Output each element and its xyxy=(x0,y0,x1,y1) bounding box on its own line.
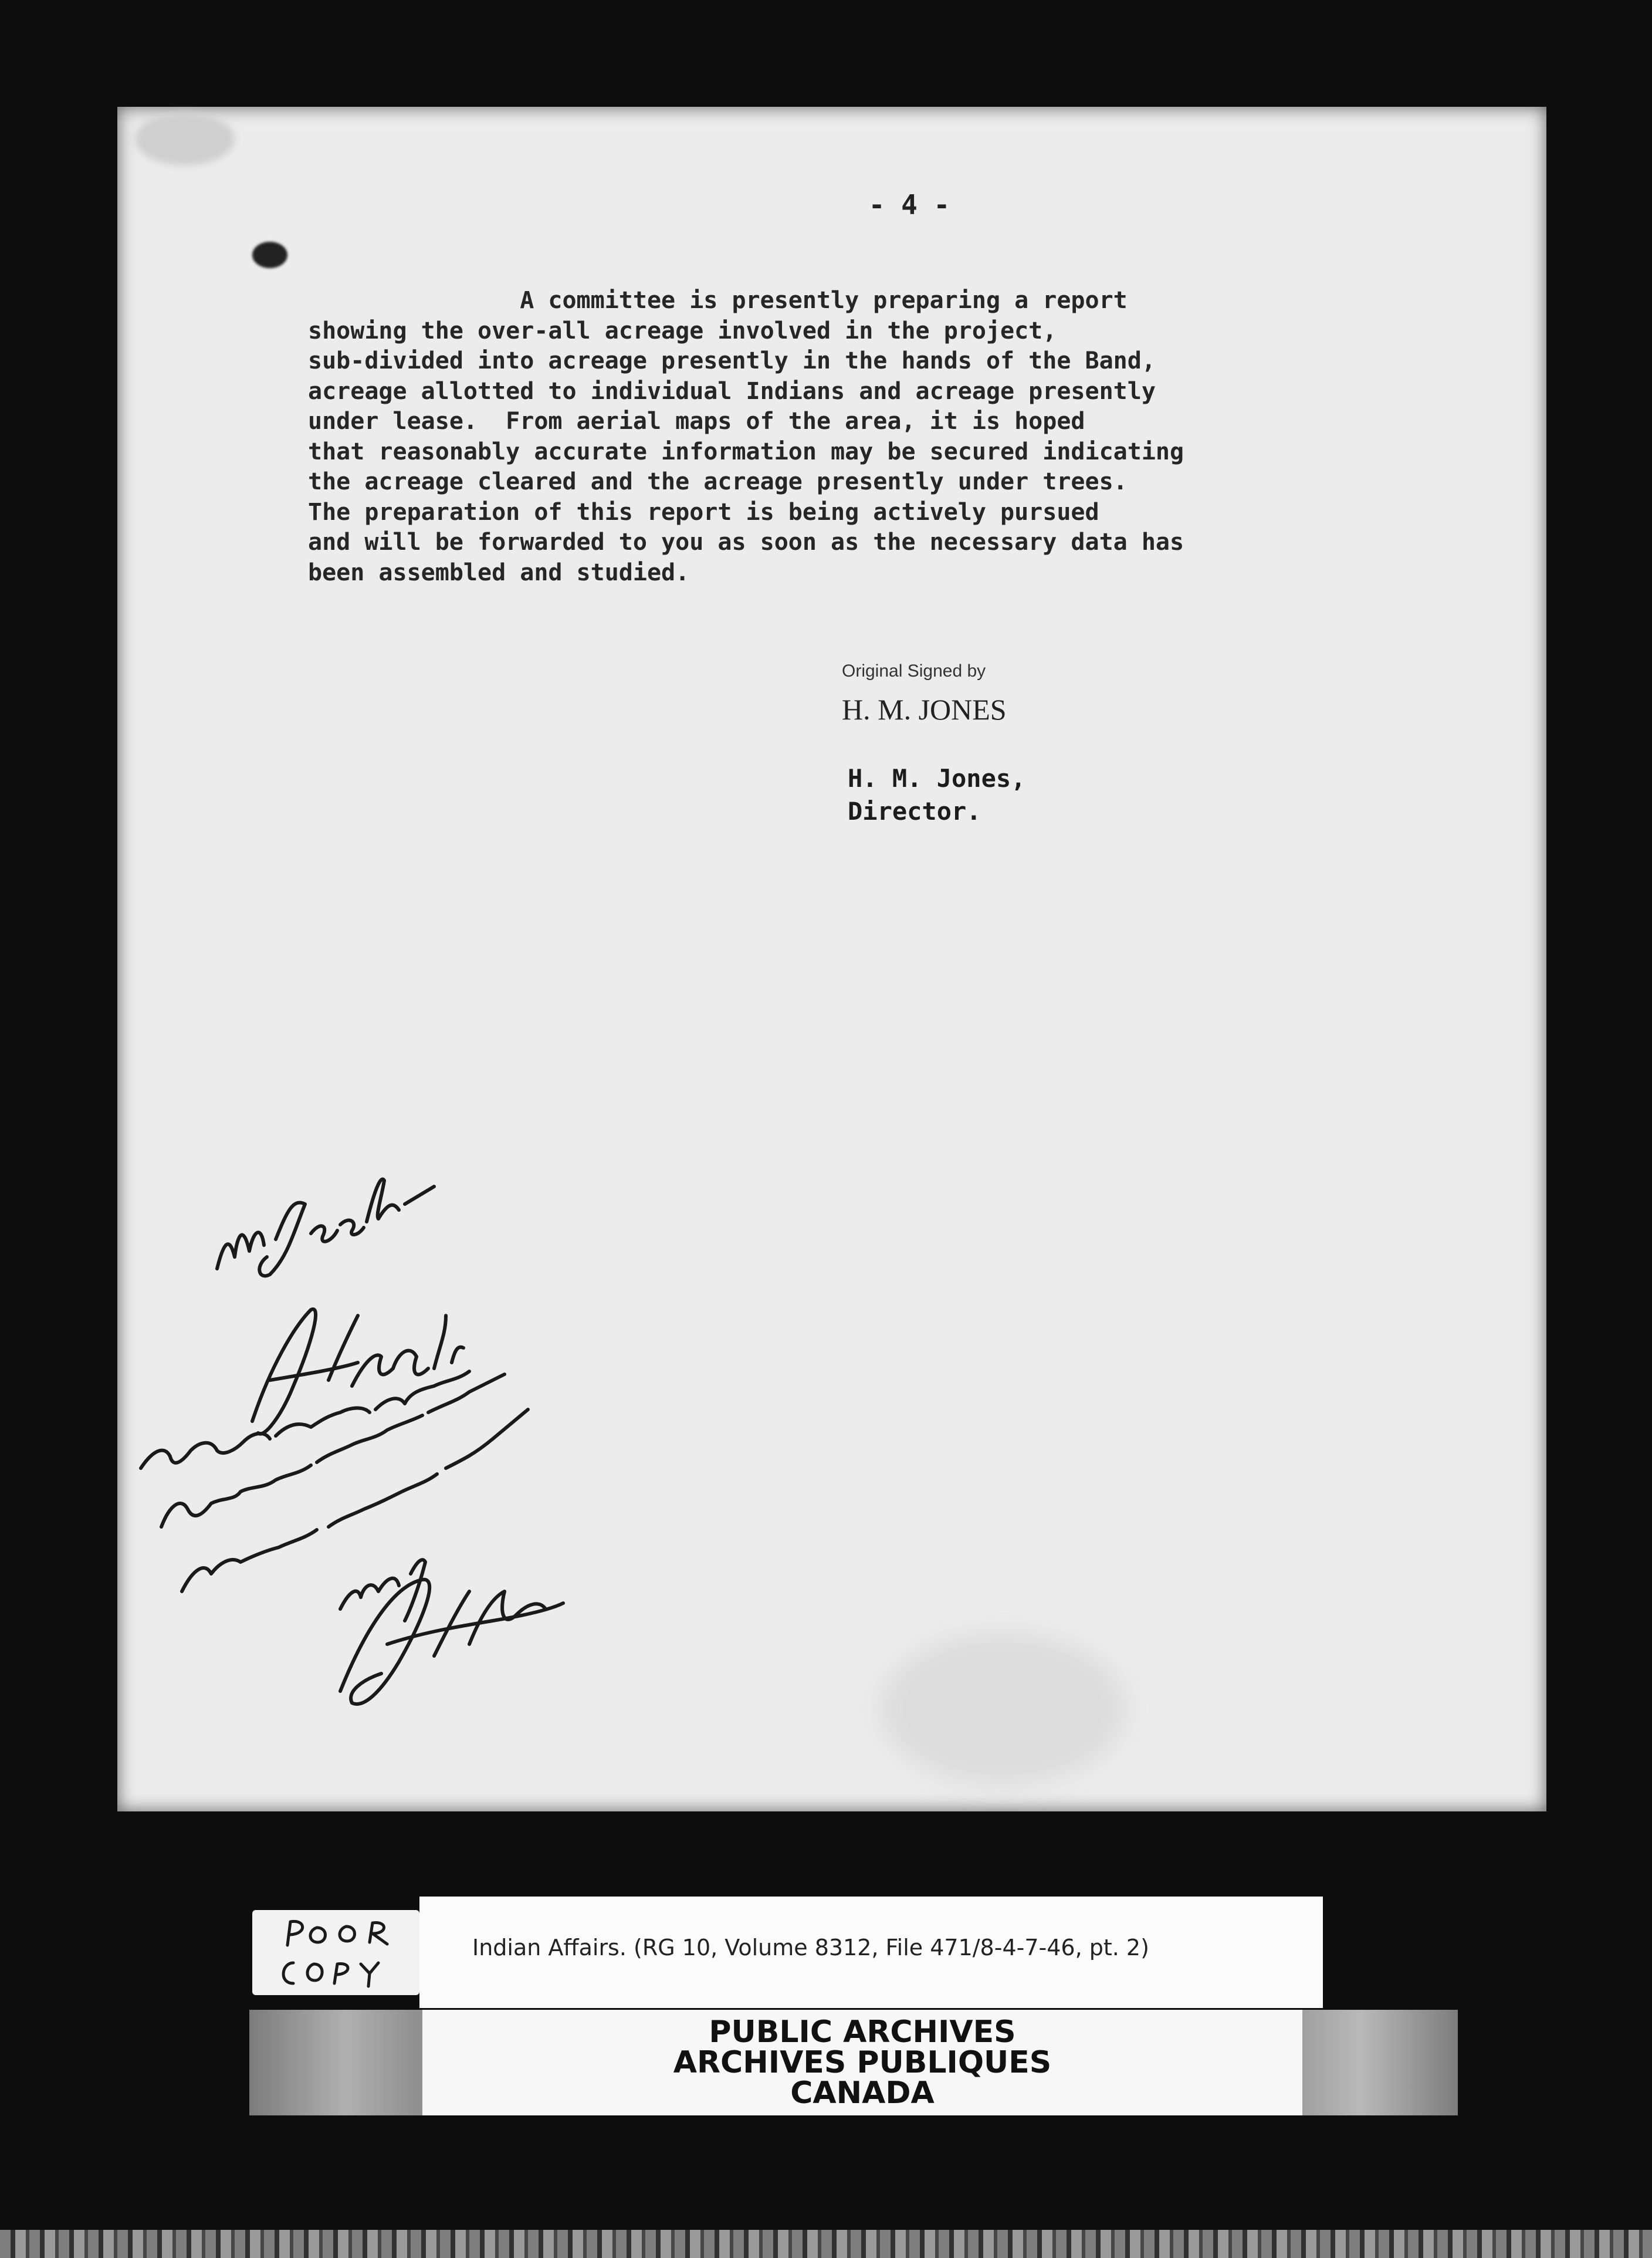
archive-line-country: CANADA xyxy=(790,2076,935,2111)
archive-reference: Indian Affairs. (RG 10, Volume 8312, File 471/8-4-7-46, pt. 2) xyxy=(472,1935,1149,1960)
film-edge xyxy=(0,2230,1652,2258)
typed-title: Director. xyxy=(848,797,981,826)
handwritten-annotations xyxy=(117,107,1546,1811)
document-page xyxy=(117,107,1546,1811)
body-line: sub-divided into acreage presently in the hands of the Band, xyxy=(308,347,1156,374)
body-line: been assembled and studied. xyxy=(308,559,690,586)
body-line: showing the over-all acreage involved in the project, xyxy=(308,317,1057,344)
body-line: under lease. From aerial maps of the area, it is hoped xyxy=(308,408,1085,435)
body-line: that reasonably accurate information may be secured indicating xyxy=(308,438,1184,465)
archive-line-french: ARCHIVES PUBLIQUES xyxy=(673,2045,1052,2080)
body-line: and will be forwarded to you as soon as the necessary data has xyxy=(308,529,1184,556)
poor-copy-handwriting xyxy=(252,1910,419,1995)
body-line: The preparation of this report is being actively pursued xyxy=(308,498,1099,526)
archive-reference-strip xyxy=(419,1897,1323,2008)
body-line: acreage allotted to individual Indians and acreage presently xyxy=(308,377,1156,405)
signature-stamp-label: Original Signed by xyxy=(842,661,986,681)
typed-name: H. M. Jones, xyxy=(848,764,1026,793)
poor-copy-label xyxy=(252,1910,419,1995)
signature-stamp-name: H. M. JONES xyxy=(842,693,1007,726)
archive-stamp xyxy=(422,2010,1302,2115)
body-line: the acreage cleared and the acreage presently under trees. xyxy=(308,468,1128,495)
archive-stamp-band xyxy=(249,2010,1458,2115)
page-number: - 4 - xyxy=(868,189,950,221)
body-line: A committee is presently preparing a report xyxy=(308,287,1128,314)
archive-line-english: PUBLIC ARCHIVES xyxy=(709,2014,1016,2050)
